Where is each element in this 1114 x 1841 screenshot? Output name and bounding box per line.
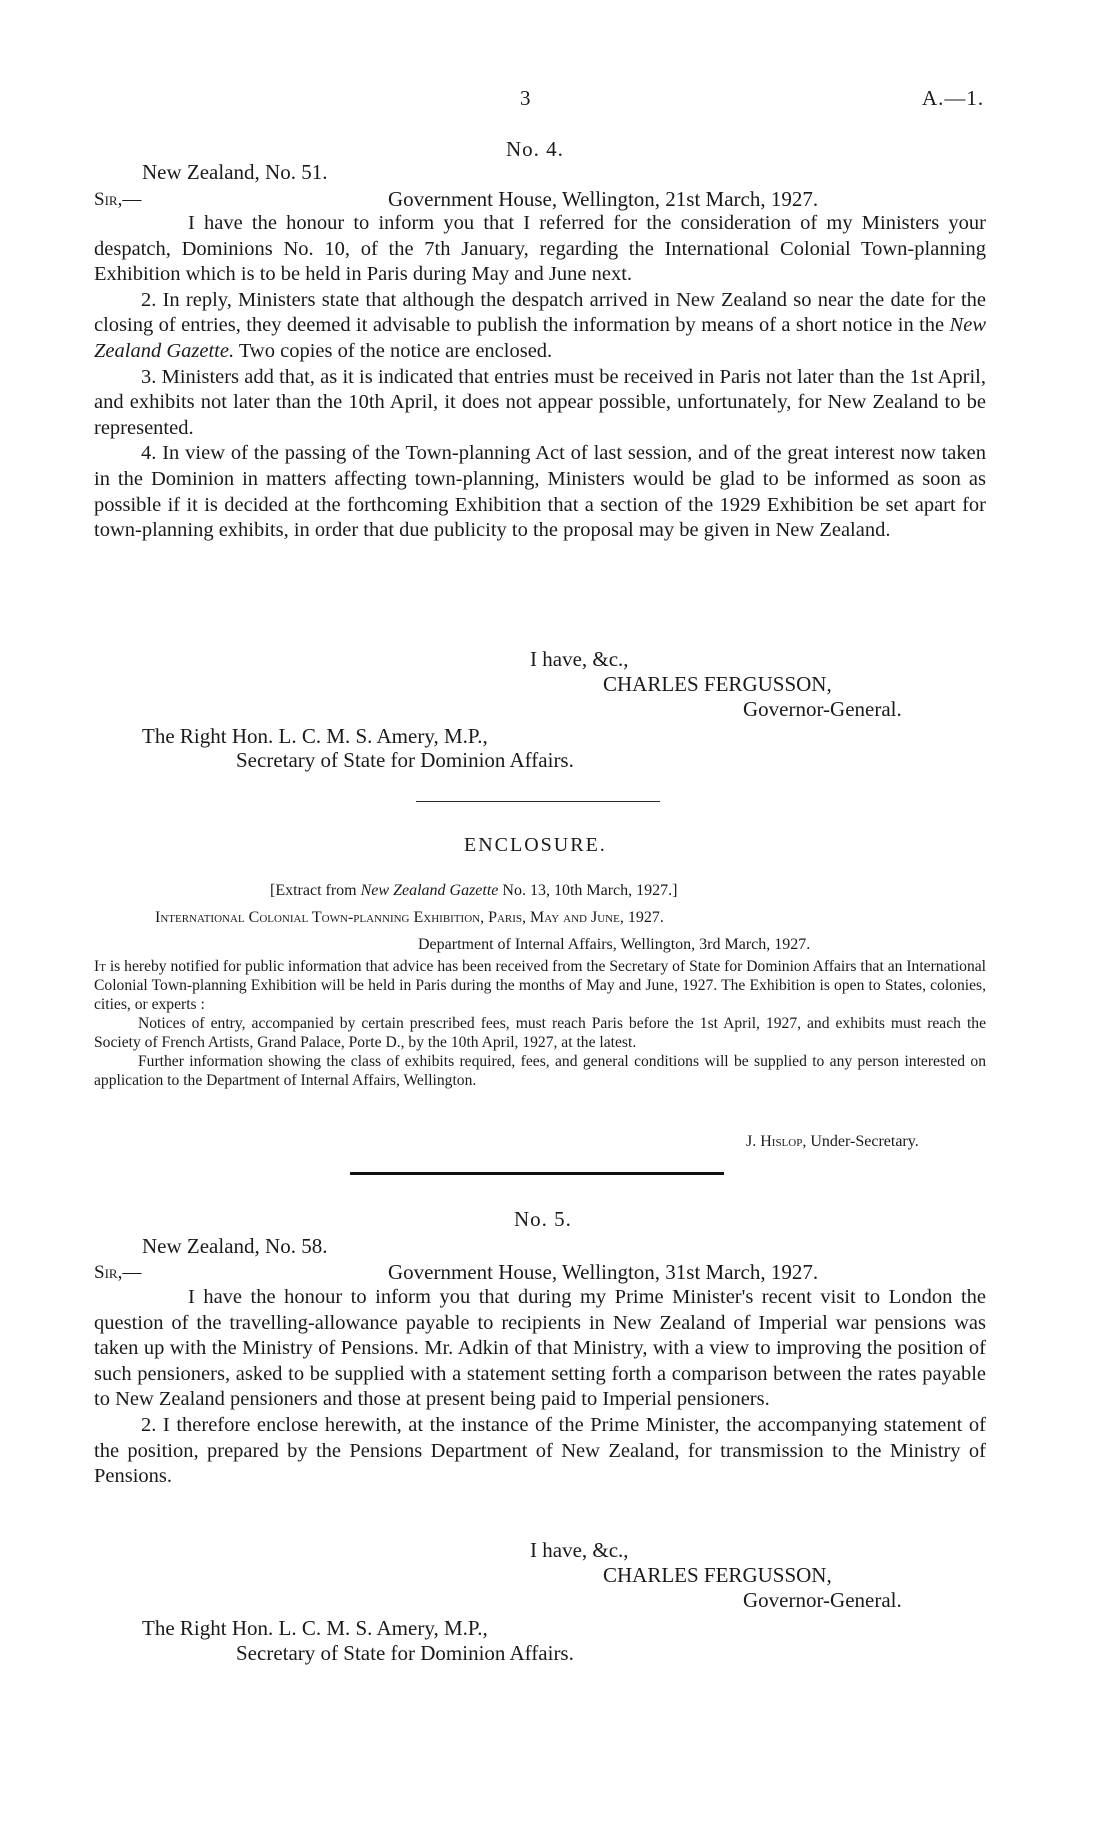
letter-5-dispatch-number: New Zealand, No. 58. [142,1234,328,1258]
page-number: 3 [520,86,531,110]
letter-4-body [94,211,986,544]
enclosure-body [94,957,986,1090]
letter-5-heading: No. 5. [514,1207,572,1231]
enclosure-signoff: J. Hislop, Under-Secretary. [746,1133,919,1150]
letter-5-signer: CHARLES FERGUSSON, [603,1563,832,1587]
letter-5-salutation: Sir,— [94,1262,142,1283]
enclosure-paragraph-3: Further information showing the class of exhibits required, fees, and general conditions will be supplied to any person interested on application to the Department of Internal Affairs, Wellington. [94,1053,986,1089]
letter-5-body [94,1285,986,1490]
letter-5-dateline: Government House, Wellington, 31st March, 1927. [388,1260,819,1284]
letter-5-paragraph-1: I have the honour to inform you that during my Prime Minister's recent visit to London the question of the travelling-allowance payable to recipients in New Zealand of Imperial war pensions was taken up with the Ministry of Pensions. Mr. Adkin of that Ministry, with a view to improving the position of such pensioners, asked to be supplied with a statement setting forth a comparison between the rates payable to New Zealand pensioners and those at present being paid to Imperial pensioners. [94,1286,986,1411]
document-reference: A.—1. [922,86,985,110]
letter-4-paragraph-1: I have the honour to inform you that I referred for the consideration of my Ministers your despatch, Dominions No. 10, of the 7th January, regarding the International Colonial Town-planning Exhibition which is to be held in Paris during May and June next. [94,212,986,286]
letter-5-closing: I have, &c., [530,1538,629,1562]
enclosure-extract-line: [Extract from New Zealand Gazette No. 13, 10th March, 1927.] [270,882,678,899]
letter-4-dispatch-number: New Zealand, No. 51. [142,160,328,184]
letter-5-addressee-title: Secretary of State for Dominion Affairs. [236,1641,574,1665]
letter-4-paragraph-3: 3. Ministers add that, as it is indicated that entries must be received in Paris not later than the 1st April, and exhibits not later than the 10th April, it does not appear possible, unfortunately, for New Zealand to be represented. [94,365,986,439]
letter-4-salutation: Sir,— [94,189,142,210]
letter-4-closing: I have, &c., [530,647,629,671]
letter-4-addressee-name: The Right Hon. L. C. M. S. Amery, M.P., [142,724,488,748]
letter-4-paragraph-4: 4. In view of the passing of the Town-planning Act of last session, and of the great interest now taken in the Dominion in matters affecting town-planning, Ministers would be glad to be informed as soon as possible if it is decided at the forthcoming Exhibition that a section of the 1929 Exhibition be set apart for town-planning exhibits, in order that due publicity to the proposal may be given in New Zealand. [94,442,986,542]
enclosure-paragraph-2: Notices of entry, accompanied by certain prescribed fees, must reach Paris before the 1st April, 1927, and exhibits must reach the Society of French Artists, Grand Palace, Porte D., by the 10th April, 1927, at the latest. [94,1015,986,1051]
letter-5-paragraph-2: 2. I therefore enclose herewith, at the instance of the Prime Minister, the accompanying statement of the position, prepared by the Pensions Department of New Zealand, for transmission to the Ministry of Pensions. [94,1413,986,1488]
letter-5-signer-title: Governor-General. [743,1588,902,1612]
letter-4-signer: CHARLES FERGUSSON, [603,672,832,696]
enclosure-paragraph-1: It is hereby notified for public information that advice has been received from the Secretary of State for Dominion Affairs that an International Colonial Town-planning Exhibition will be held in Paris during the months of May and June, 1927. The Exhibition is open to States, colonies, cities, or experts : [94,958,986,1013]
letter-4-dateline: Government House, Wellington, 21st March, 1927. [388,187,819,211]
letter-4-paragraph-2: 2. In reply, Ministers state that although the despatch arrived in New Zealand so near the date for the closing of entries, they deemed it advisable to publish the information by means of a short notice in the New Zealand Gazette. Two copies of the notice are enclosed. [94,288,986,362]
enclosure-subject-line: International Colonial Town-planning Exhibition, Paris, May and June, 1927. [155,909,664,926]
letter-4-signer-title: Governor-General. [743,697,902,721]
letter-4-addressee-title: Secretary of State for Dominion Affairs. [236,748,574,772]
section-divider [416,801,660,802]
enclosure-department-line: Department of Internal Affairs, Wellington, 3rd March, 1927. [418,936,811,953]
enclosure-title: ENCLOSURE. [464,834,607,856]
letter-4-heading: No. 4. [506,137,564,161]
gazette-title: New Zealand Gazette. [94,314,986,362]
section-divider-heavy [350,1172,724,1175]
letter-5-addressee-name: The Right Hon. L. C. M. S. Amery, M.P., [142,1616,488,1640]
